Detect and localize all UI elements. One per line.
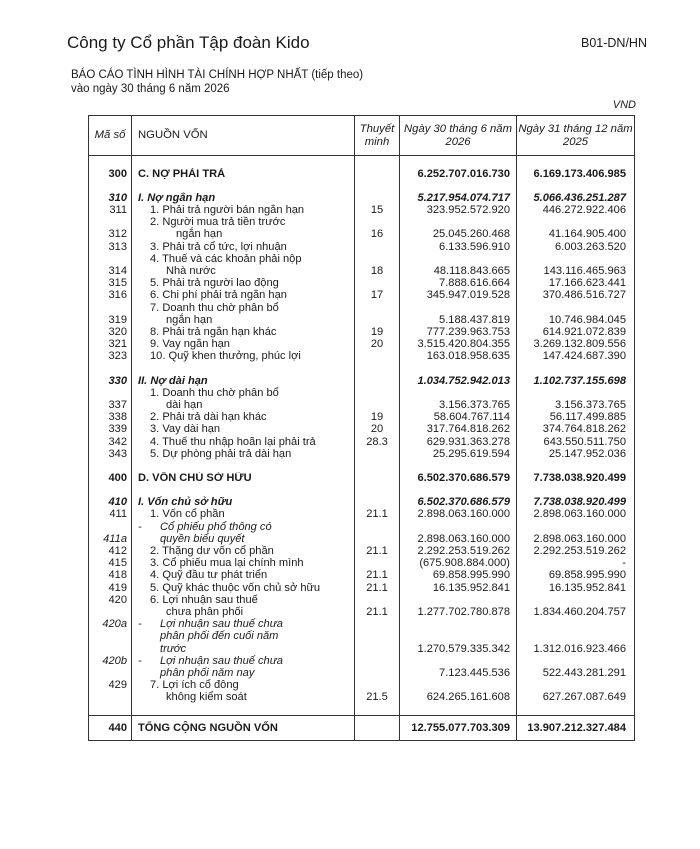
column-header-code: Mã số xyxy=(89,116,132,156)
table-header-row xyxy=(89,116,635,156)
table-row: 411 1. Vốn cổ phần 21.1 2.898.063.160.000 2.898.063.160.000 xyxy=(89,508,635,520)
table-row: 321 9. Vay ngắn hạn 20 3.515.420.804.355 3.269.132.809.556 xyxy=(89,338,635,350)
column-header-period-end: Ngày 30 tháng 6 năm 2026 xyxy=(400,116,517,156)
table-row: 343 5. Dự phòng phải trả dài hạn 25.295.619.594 25.147.952.036 xyxy=(89,448,635,460)
column-header-note: Thuyết minh xyxy=(355,116,400,156)
table-row: 420 6. Lợi nhuận sau thuế chưa phân phối 21.1 1.277.702.780.878 1.834.460.204.757 xyxy=(89,594,635,618)
balance-sheet-table xyxy=(88,115,635,741)
table-row: 429 7. Lợi ích cổ đông không kiểm soát 21.5 624.265.161.608 627.267.087.649 xyxy=(89,679,635,703)
form-code: B01-DN/HN xyxy=(581,36,647,50)
table-row: 415 3. Cổ phiếu mua lại chính mình (675.908.884.000) - xyxy=(89,557,635,569)
table-row-total: 440 TỔNG CỘNG NGUỒN VỐN 12.755.077.703.309 13.907.212.327.484 xyxy=(89,716,635,741)
table-row: 330 II. Nợ dài hạn 1.034.752.942.013 1.102.737.155.698 xyxy=(89,375,635,387)
report-header xyxy=(0,0,700,110)
table-row: 420b - Lợi nhuận sau thuế chưa phân phối năm nay 7.123.445.536 522.443.281.291 xyxy=(89,655,635,679)
table-row: 313 3. Phải trả cổ tức, lợi nhuận 6.133.596.910 6.003.263.520 xyxy=(89,241,635,253)
currency-unit: VND xyxy=(612,99,636,111)
column-header-prior-year: Ngày 31 tháng 12 năm 2025 xyxy=(517,116,635,156)
table-row: 323 10. Quỹ khen thưởng, phúc lợi 163.018.958.635 147.424.687.390 xyxy=(89,350,635,362)
table-row: 316 6. Chi phí phải trả ngắn hạn 17 345.947.019.528 370.486.516.727 xyxy=(89,289,635,301)
table-row: 319 7. Doanh thu chờ phân bổ ngắn hạn 5.188.437.819 10.746.984.045 xyxy=(89,302,635,326)
table-row: 315 5. Phải trả người lao động 7.888.616.664 17.166.623.441 xyxy=(89,277,635,289)
table-row: 338 2. Phải trả dài hạn khác 19 58.604.767.114 56.117.499.885 xyxy=(89,411,635,423)
table-row: 412 2. Thặng dư vốn cổ phần 21.1 2.292.253.519.262 2.292.253.519.262 xyxy=(89,545,635,557)
table-row: 320 8. Phải trả ngắn hạn khác 19 777.239.963.753 614.921.072.839 xyxy=(89,326,635,338)
report-date: vào ngày 30 tháng 6 năm 2026 xyxy=(71,83,230,95)
table-row: 300 C. NỢ PHẢI TRẢ 6.252.707.016.730 6.169.173.406.985 xyxy=(89,168,635,180)
company-name: Công ty Cổ phần Tập đoàn Kido xyxy=(67,33,310,52)
table-row: 311 1. Phải trả người bán ngắn hạn 15 323.952.572.920 446.272.922.406 xyxy=(89,204,635,216)
table-row: 339 3. Vay dài hạn 20 317.764.818.262 374.764.818.262 xyxy=(89,423,635,435)
table-row: 312 2. Người mua trả tiền trước ngắn hạn 16 25.045.260.468 41.164.905.400 xyxy=(89,216,635,240)
table-row: 419 5. Quỹ khác thuộc vốn chủ sở hữu 21.1 16.135.952.841 16.135.952.841 xyxy=(89,582,635,594)
column-header-name: NGUỒN VỐN xyxy=(132,116,355,156)
table-row: 342 4. Thuế thu nhập hoãn lại phải trả 28.3 629.931.363.278 643.550.511.750 xyxy=(89,436,635,448)
table-row: 400 D. VỐN CHỦ SỞ HỮU 6.502.370.686.579 7.738.038.920.499 xyxy=(89,472,635,484)
table-row: 410 I. Vốn chủ sở hữu 6.502.370.686.579 7.738.038.920.499 xyxy=(89,496,635,508)
table-row: 411a - Cổ phiếu phổ thông có quyền biểu quyết 2.898.063.160.000 2.898.063.160.000 xyxy=(89,521,635,545)
table-row: 418 4. Quỹ đầu tư phát triển 21.1 69.858.995.990 69.858.995.990 xyxy=(89,569,635,581)
report-title: BÁO CÁO TÌNH HÌNH TÀI CHÍNH HỢP NHẤT (tiếp theo) xyxy=(71,69,364,81)
table-row: 337 1. Doanh thu chờ phân bổ dài hạn 3.156.373.765 3.156.373.765 xyxy=(89,387,635,411)
table-row: 310 I. Nợ ngắn hạn 5.217.954.074.717 5.066.436.251.287 xyxy=(89,192,635,204)
table-row: 420a - Lợi nhuận sau thuế chưa phân phối đến cuối năm trước 1.270.579.335.342 1.312.016.923.466 xyxy=(89,618,635,655)
table-row: 314 4. Thuế và các khoản phải nộp Nhà nước 18 48.118.843.665 143.116.465.963 xyxy=(89,253,635,277)
